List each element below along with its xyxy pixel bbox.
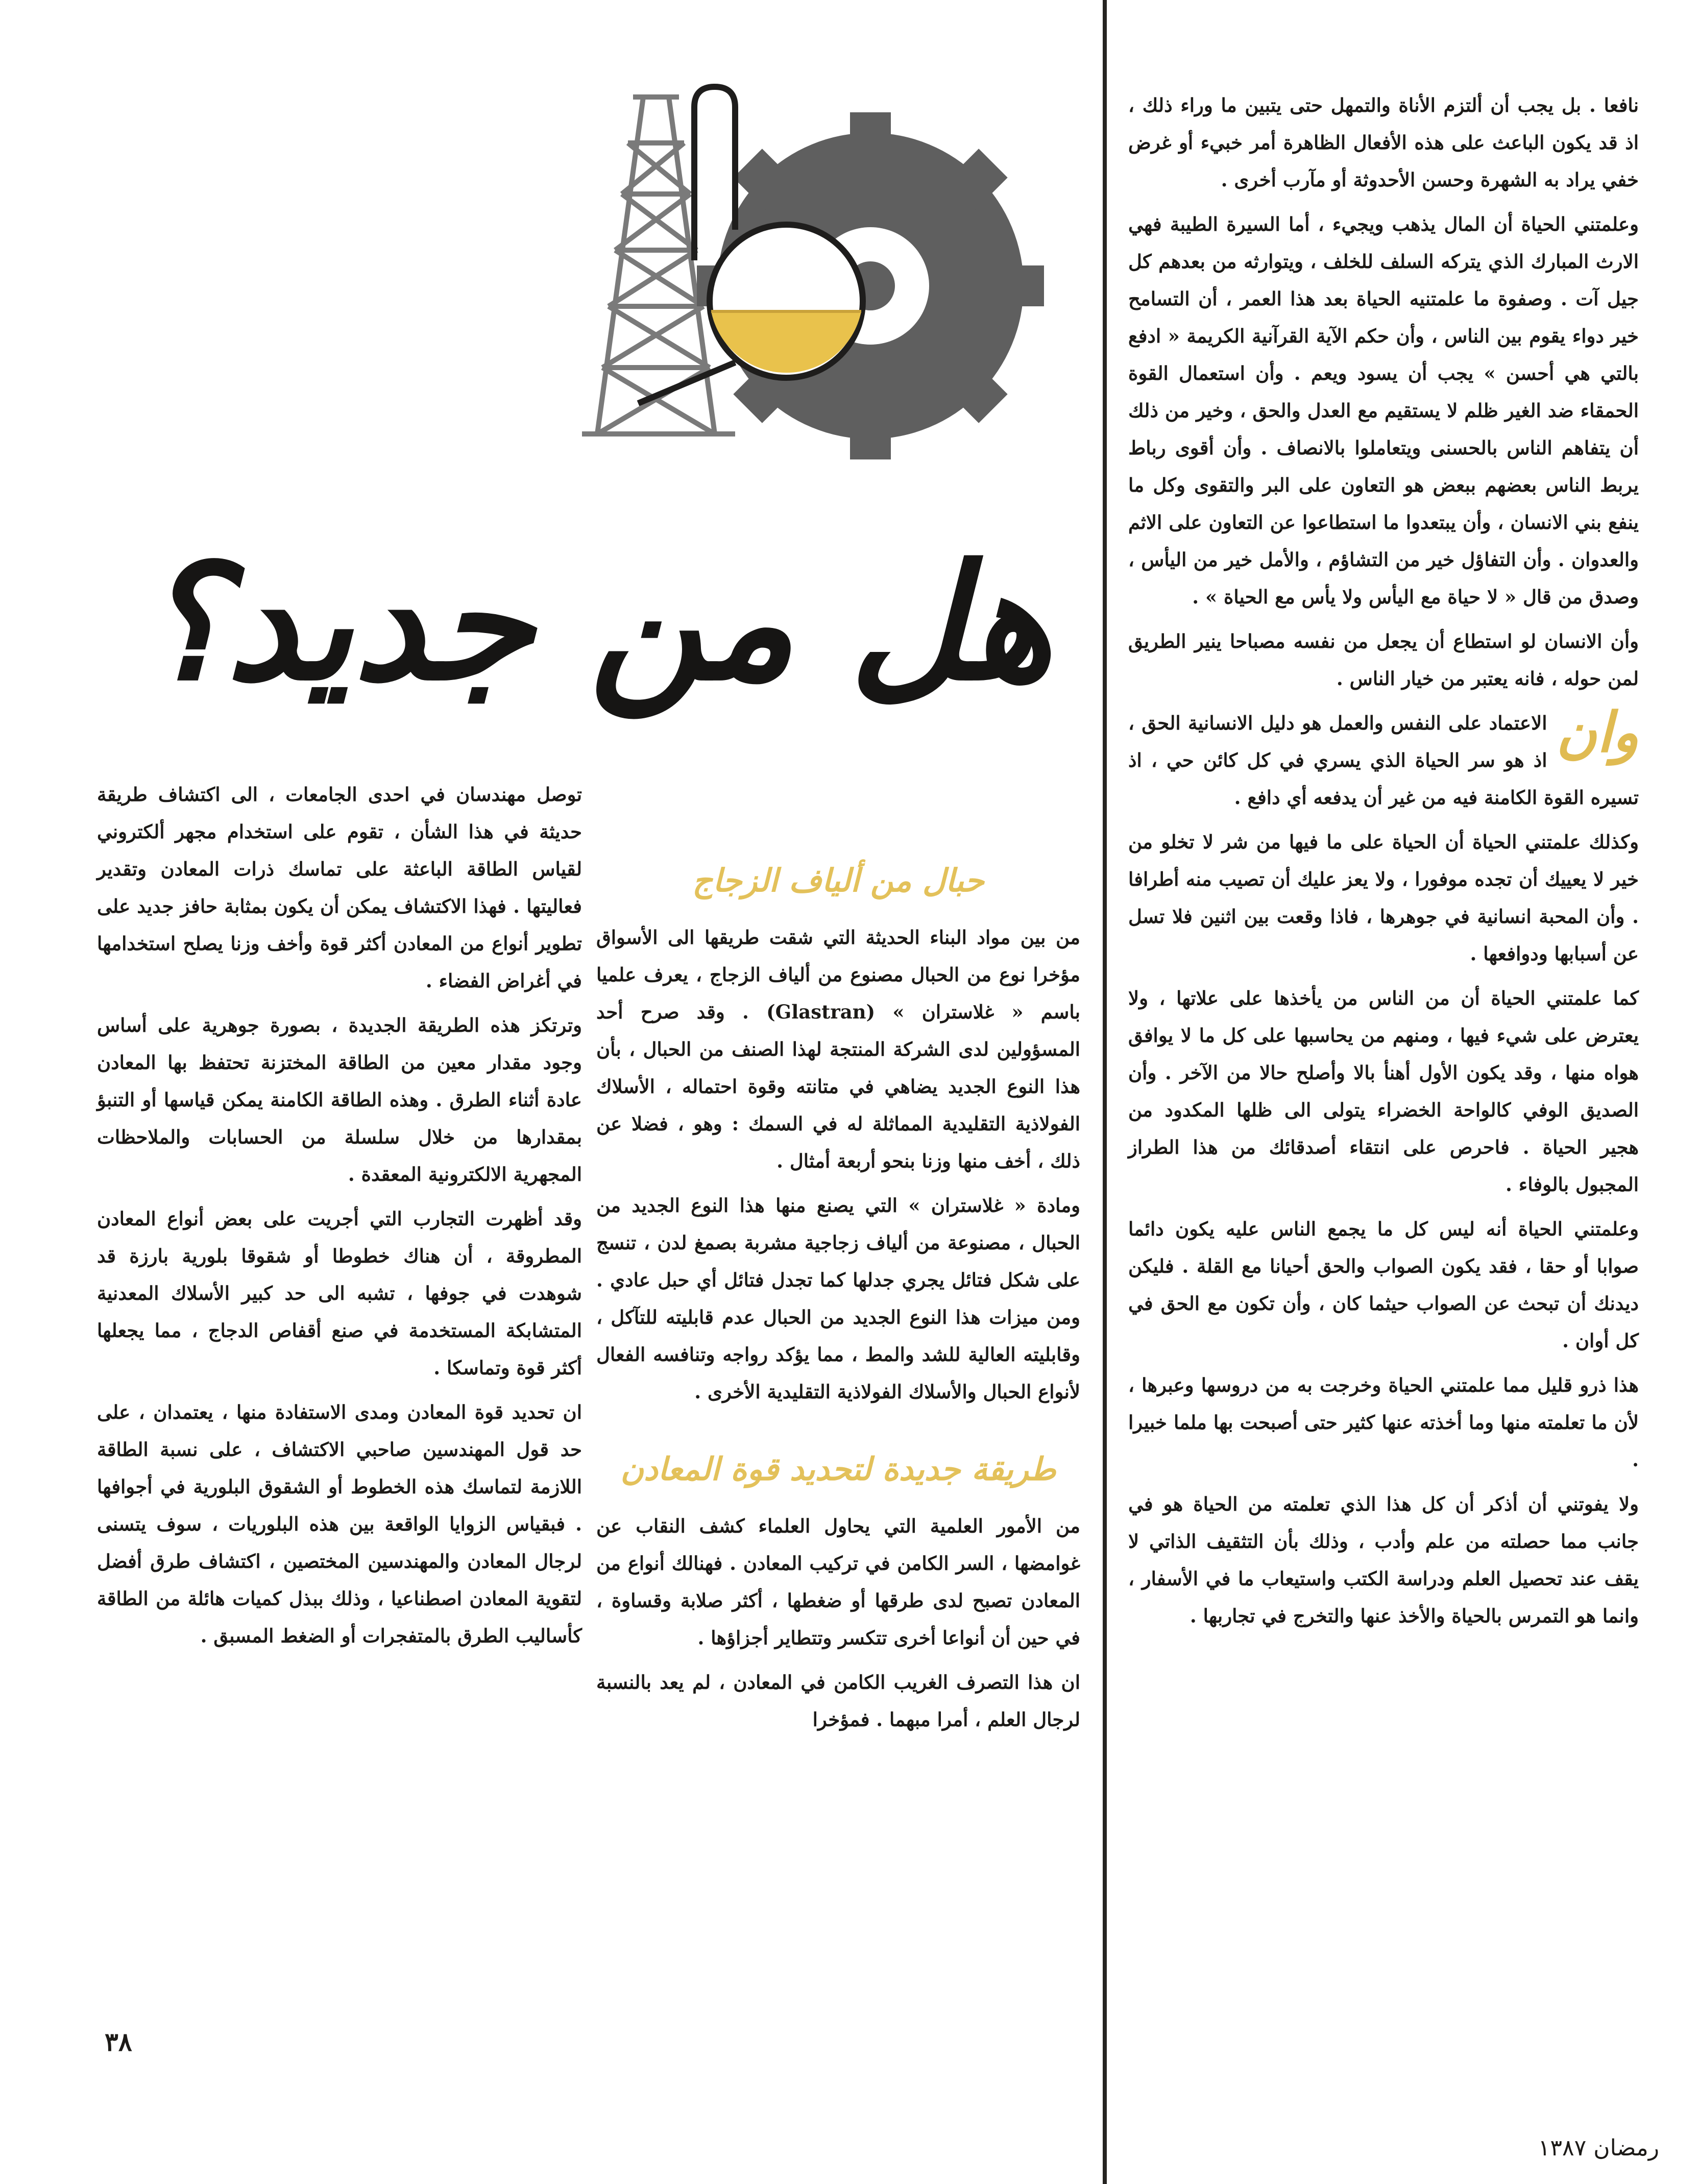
paragraph: وأن الانسان لو استطاع أن يجعل من نفسه مصباحا ينير الطريق لمن حوله ، فانه يعتبر من خيار الناس . [1128, 630, 1639, 690]
article-title: هل من جديد؟ [141, 530, 1053, 716]
right-column [1128, 87, 1639, 1642]
column-divider [1103, 0, 1107, 2184]
issue-date: رمضان ١٣٨٧ [1538, 2135, 1659, 2161]
header-illustration [567, 77, 1082, 490]
left-column [97, 776, 582, 1662]
paragraph: نافعا . بل يجب أن ألتزم الأناة والتمهل حتى يتبين ما وراء ذلك ، اذ قد يكون الباعث على هذه الأفعال الظاهرة أمر خبيء أو غرض خفي يراد به الشهرة وحسن الأحدوثة أو مآرب أخرى . [1128, 94, 1639, 191]
paragraph: من الأمور العلمية التي يحاول العلماء كشف النقاب عن غوامضها ، السر الكامن في تركيب المعادن . فهنالك أنواع من المعادن تصبح لدى طرقها أو ضغطها ، أكثر صلابة وقساوة ، في حين أن أنواعا أخرى تتكسر وتتطاير أجزاؤها . [596, 1515, 1080, 1649]
paragraph: وقد أظهرت التجارب التي أجريت على بعض أنواع المعادن المطروقة ، أن هناك خطوطا أو شقوقا بلورية بارزة قد شوهدت في جوفها ، تشبه الى حد كبير الأسلاك المعدنية المتشابكة المستخدمة في صنع أقفاص الدجاج ، مما يجعلها أكثر قوة وتماسكا . [97, 1207, 582, 1379]
paragraph-text: الاعتماد على النفس والعمل هو دليل الانسانية الحق ، اذ هو سر الحياة الذي يسري في كل كائن حي ، اذ تسيره القوة الكامنة فيه من غير أن يدفعه أي دافع . [1128, 712, 1639, 809]
paragraph: وعلمتني الحياة أنه ليس كل ما يجمع الناس عليه يكون دائما صوابا أو حقا ، فقد يكون الصواب والحق أحيانا مع القلة . فليكن ديدنك أن تبحث عن الصواب حيثما كان ، وأن تكون مع الحق في كل أوان . [1128, 1218, 1639, 1352]
paragraph: ان هذا التصرف الغريب الكامن في المعادن ، لم يعد بالنسبة لرجال العلم ، أمرا مبهما . فمؤخرا [596, 1671, 1080, 1731]
drop-cap: وان [1556, 700, 1639, 765]
paragraph: من بين مواد البناء الحديثة التي شقت طريقها الى الأسواق مؤخرا نوع من الحبال مصنوع من ألياف الزجاج ، يعرف علميا باسم « غلاستران » (Glastran) . وقد صرح أحد المسؤولين لدى الشركة المنتجة لهذا الصنف من الحبال ، بأن هذا النوع الجديد يضاهي في متانته وقوة احتماله ، الأسلاك الفولاذية التقليدية المماثلة له في السمك : وهو ، فضلا عن ذلك ، أخف منها وزنا بنحو أربعة أمثال . [596, 926, 1080, 1172]
paragraph-with-drop-cap [1128, 700, 1639, 816]
paragraph: كما علمتني الحياة أن من الناس من يأخذها على علاتها ، ولا يعترض على شيء فيها ، ومنهم من يحاسبها على كل ما لا يوافق هواه منها ، وقد يكون الأول أهنأ بالا وأصلح حالا من الآخر . وأن الصديق الوفي كالواحة الخضراء يتولى الى ظلها المكدود من هجير الحياة . فاحرص على انتقاء أصدقائك من هذا الطراز المجبول بالوفاء . [1128, 987, 1639, 1196]
section-heading-metal-strength: طريقة جديدة لتحديد قوة المعادن [620, 1450, 1056, 1488]
paragraph: هذا ذرو قليل مما علمتني الحياة وخرجت به من دروسها وعبرها ، لأن ما تعلمته منها وما أخذته عنها كثير حتى أصبحت بها ملما خبيرا . [1128, 1374, 1639, 1471]
paragraph: ولا يفوتني أن أذكر أن كل هذا الذي تعلمته من الحياة هو في جانب مما حصلته من علم وأدب ، وذلك بأن التثقيف الذاتي لا يقف عند تحصيل العلم ودراسة الكتب واستيعاب ما في الأسفار ، وانما هو التمرس بالحياة والأخذ عنها والتخرج في تجاربها . [1128, 1493, 1639, 1627]
paragraph: وكذلك علمتني الحياة أن الحياة على ما فيها من شر لا تخلو من خير لا يعييك أن تجده موفورا ، ولا يعز عليك أن تصيب منه أطرافا . وأن المحبة انسانية في جوهرها ، فاذا وقعت بين اثنين فلا تسل عن أسبابها ودوافعها . [1128, 831, 1639, 965]
page-number: ٣٨ [105, 2027, 132, 2057]
paragraph: ان تحديد قوة المعادن ومدى الاستفادة منها ، يعتمدان ، على حد قول المهندسين صاحبي الاكتشاف ، على نسبة الطاقة اللازمة لتماسك هذه الخطوط أو الشقوق البلورية في أجوافها . فبقياس الزوايا الواقعة بين هذه البلوريات ، سوف يتسنى لرجال المعادن والمهندسين المختصين ، اكتشاف طرق أفضل لتقوية المعادن اصطناعيا ، وذلك ببذل كميات هائلة من الطاقة كأساليب الطرق بالمتفجرات أو الضغط المسبق . [97, 1401, 582, 1647]
paragraph: وترتكز هذه الطريقة الجديدة ، بصورة جوهرية على أساس وجود مقدار معين من الطاقة المختزنة تحتفظ بها المعادن عادة أثناء الطرق . وهذه الطاقة الكامنة يمكن قياسها أو التنبؤ بمقدارها من خلال سلسلة من الحسابات والملاحظات المجهرية الالكترونية المعقدة . [97, 1014, 582, 1185]
paragraph: ومادة « غلاستران » التي يصنع منها هذا النوع الجديد من الحبال ، مصنوعة من ألياف زجاجية مشربة بصمغ لدن ، تنسج على شكل فتائل يجري جدلها كما تجدل فتائل أي حبل عادي . ومن ميزات هذا النوع الجديد من الحبال عدم قابليته للتآكل ، وقابليته العالية للشد والمط ، مما يؤكد رواجه وتنافسه الفعال لأنواع الحبال والأسلاك الفولاذية التقليدية الأخرى . [596, 1194, 1080, 1403]
paragraph: توصل مهندسان في احدى الجامعات ، الى اكتشاف طريقة حديثة في هذا الشأن ، تقوم على استخدام مجهر ألكتروني لقياس الطاقة الباعثة على تماسك ذرات المعادن وتقدير فعاليتها . فهذا الاكتشاف يمكن أن يكون بمثابة حافز جديد على تطوير أنواع من المعادن أكثر قوة وأخف وزنا يصلح استخدامها في أغراض الفضاء . [97, 783, 582, 992]
paragraph: وعلمتني الحياة أن المال يذهب ويجيء ، أما السيرة الطيبة فهي الارث المبارك الذي يتركه السلف للخلف ، ويتوارثه من بعدهم كل جيل آت . وصفوة ما علمتنيه الحياة بعد هذا العمر ، أن التسامح خير دواء يقوم بين الناس ، وأن حكم الآية القرآنية الكريمة « ادفع بالتي هي أحسن » يجب أن يسود ويعم . وأن استعمال القوة الحمقاء ضد الغير ظلم لا يستقيم مع العدل والحق ، وخير من ذلك أن يتفاهم الناس بالحسنى ويتعاملوا بالانصاف . وأن أقوى رباط يربط الناس بعضهم ببعض هو التعاون على البر والتقوى وكل ما ينفع بني الانسان ، وأن يبتعدوا ما استطاعوا عن التعاون على الاثم والعدوان . وأن التفاؤل خير من التشاؤم ، والأمل خير من اليأس ، وصدق من قال « لا حياة مع اليأس ولا يأس مع الحياة » . [1128, 213, 1639, 608]
section-heading-glass-ropes: حبال من ألياف الزجاج [692, 862, 984, 899]
middle-column [596, 858, 1080, 1745]
